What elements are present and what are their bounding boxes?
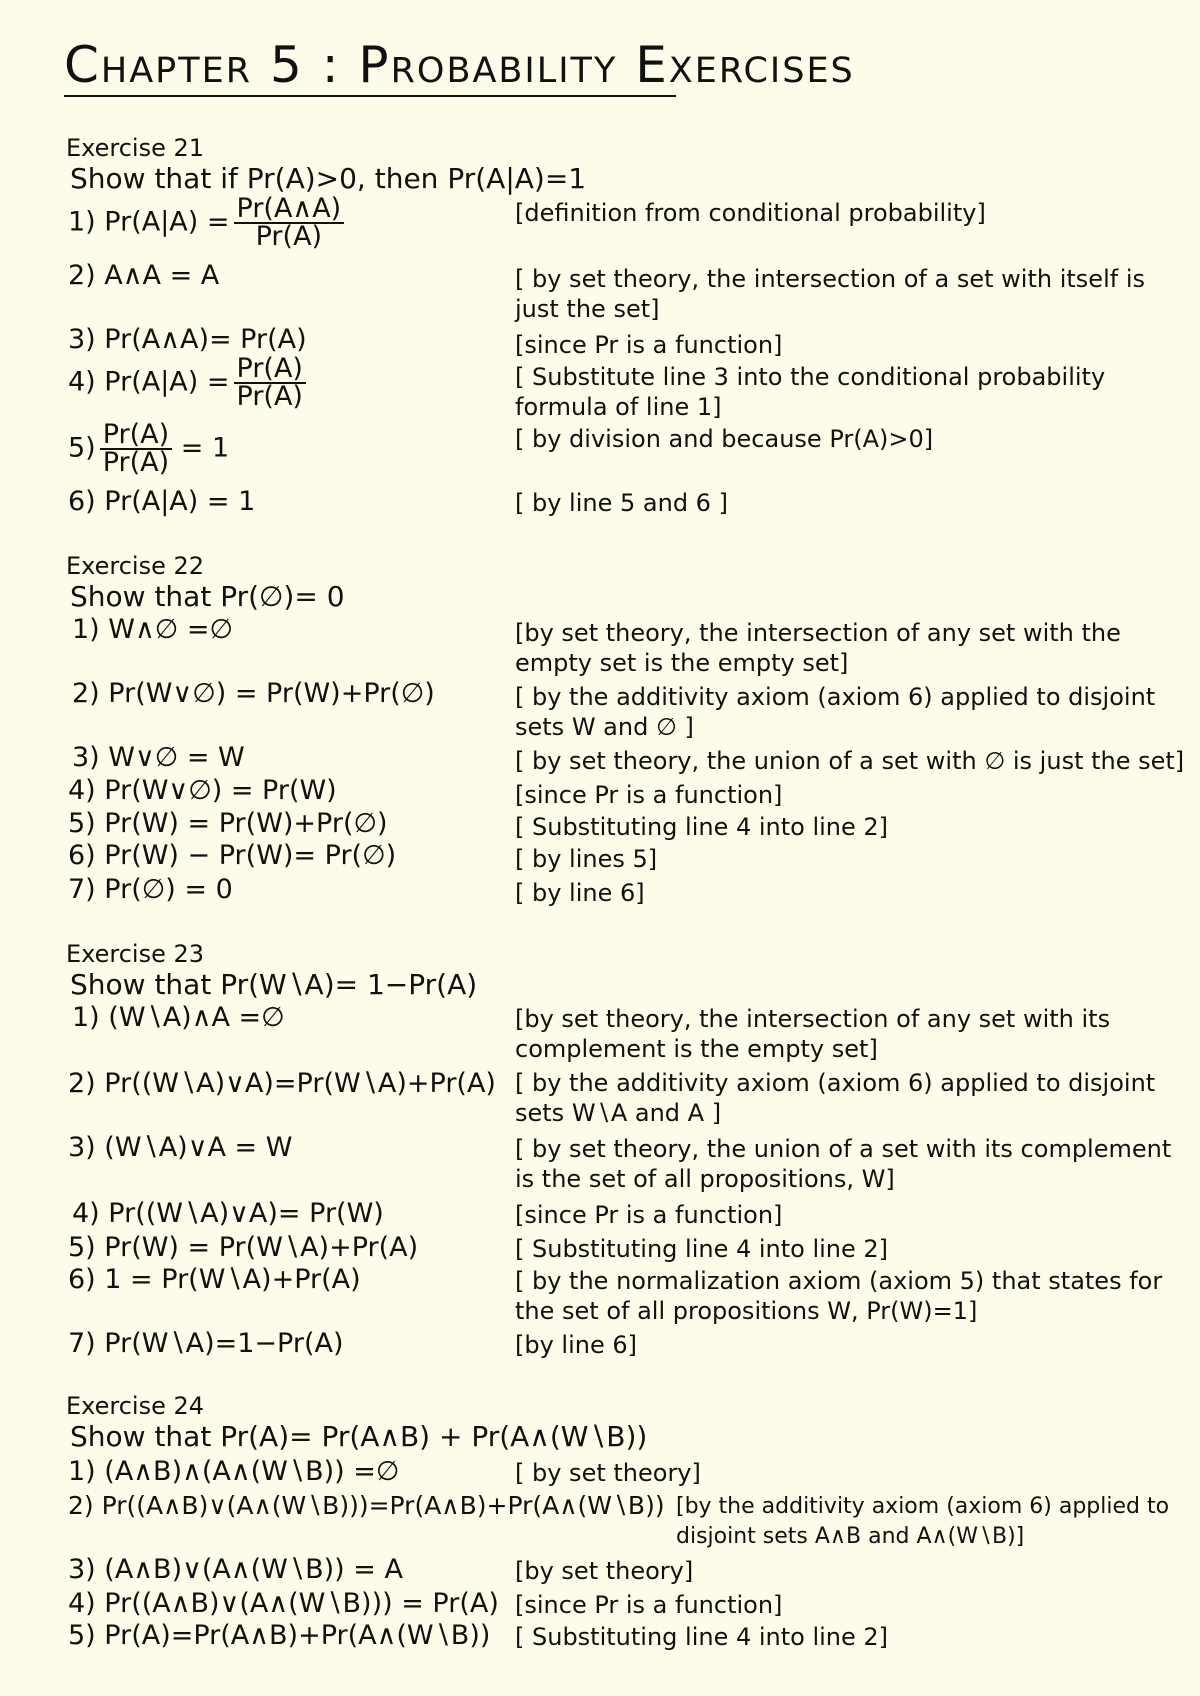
ex23-step-3: 3) (W∖A)∨A = W (68, 1132, 293, 1163)
ex22-justification-2: [ by the additivity axiom (axiom 6) applied to disjoint sets W and ∅ ] (515, 683, 1163, 741)
ex23-justification-2: [ by the additivity axiom (axiom 6) applied to disjoint sets W∖A and A ] (515, 1069, 1163, 1127)
ex21-step-1-lhs: 1) Pr(A|A) = (68, 206, 230, 238)
ex23-justification-5: [ Substituting line 4 into line 2] (515, 1235, 889, 1263)
exercise-21-statement: Show that if Pr(A)>0, then Pr(A|A)=1 (70, 162, 587, 195)
ex24-step-2: 2) Pr((A∧B)∨(A∧(W∖B)))=Pr(A∧B)+Pr(A∧(W∖B)) (68, 1491, 665, 1520)
ex22-step-2: 2) Pr(W∨∅) = Pr(W)+Pr(∅) (72, 678, 435, 709)
exercise-21-heading: Exercise 21 (66, 134, 205, 162)
fraction-denominator: Pr(A) (236, 381, 303, 412)
exercise-24-heading: Exercise 24 (66, 1392, 205, 1420)
ex22-step-3: 3) W∨∅ = W (72, 742, 245, 773)
exercise-23-statement: Show that Pr(W∖A)= 1−Pr(A) (70, 968, 478, 1001)
ex21-step-2: 2) A∧A = A (68, 260, 220, 291)
ex22-step-4: 4) Pr(W∨∅) = Pr(W) (68, 775, 337, 806)
ex21-step-5-rhs: = 1 (180, 432, 230, 464)
exercise-22-heading: Exercise 22 (66, 552, 205, 580)
ex21-step-1-fraction (234, 193, 345, 252)
ex22-step-1: 1) W∧∅ =∅ (72, 614, 233, 645)
ex21-step-3: 3) Pr(A∧A)= Pr(A) (68, 324, 307, 355)
ex23-step-2: 2) Pr((W∖A)∨A)=Pr(W∖A)+Pr(A) (68, 1068, 496, 1099)
ex21-step-1 (68, 193, 344, 252)
ex22-justification-7: [ by line 6] (515, 879, 645, 907)
ex21-justification-4: [ Substitute line 3 into the conditional probability formula of line 1] (515, 363, 1113, 421)
ex22-justification-3: [ by set theory, the union of a set with ∅ is just the set] (515, 747, 1185, 775)
ex24-step-3: 3) (A∧B)∨(A∧(W∖B)) = A (68, 1554, 403, 1585)
fraction-numerator: Pr(A) (100, 422, 172, 450)
ex23-justification-4: [since Pr is a function] (515, 1201, 783, 1229)
ex23-step-4: 4) Pr((W∖A)∨A)= Pr(W) (72, 1198, 384, 1229)
ex23-step-1: 1) (W∖A)∧A =∅ (72, 1002, 285, 1033)
ex21-justification-6: [ by line 5 and 6 ] (515, 489, 728, 517)
exercise-24-statement: Show that Pr(A)= Pr(A∧B) + Pr(A∧(W∖B)) (70, 1420, 648, 1453)
ex23-step-5: 5) Pr(W) = Pr(W∖A)+Pr(A) (68, 1232, 419, 1263)
ex21-justification-1: [definition from conditional probability] (515, 199, 986, 227)
ex21-step-5-fraction (100, 419, 172, 478)
ex21-step-6: 6) Pr(A|A) = 1 (68, 486, 256, 517)
ex22-step-5: 5) Pr(W) = Pr(W)+Pr(∅) (68, 808, 388, 839)
ex21-step-4 (68, 353, 306, 412)
fraction-denominator: Pr(A) (102, 447, 170, 478)
ex24-step-4: 4) Pr((A∧B)∨(A∧(W∖B))) = Pr(A) (68, 1588, 499, 1619)
ex24-step-5: 5) Pr(A)=Pr(A∧B)+Pr(A∧(W∖B)) (68, 1620, 491, 1651)
ex24-step-1: 1) (A∧B)∧(A∧(W∖B)) =∅ (68, 1456, 400, 1487)
ex22-step-6: 6) Pr(W) − Pr(W)= Pr(∅) (68, 840, 397, 871)
ex21-justification-5: [ by division and because Pr(A)>0] (515, 425, 934, 453)
fraction-numerator: Pr(A∧A) (234, 196, 345, 224)
ex23-justification-3: [ by set theory, the union of a set with its complement is the set of all propositions, W] (515, 1135, 1179, 1193)
ex21-step-5-lhs: 5) (68, 432, 96, 464)
ex21-step-4-fraction (234, 353, 306, 412)
fraction-numerator: Pr(A) (234, 356, 306, 384)
exercise-22-statement: Show that Pr(∅)= 0 (70, 580, 345, 613)
ex23-justification-7: [by line 6] (515, 1331, 638, 1359)
ex23-justification-6: [ by the normalization axiom (axiom 5) that states for the set of all propositions W, Pr(W)=1] (515, 1267, 1170, 1325)
ex24-justification-5: [ Substituting line 4 into line 2] (515, 1623, 889, 1651)
ex21-step-4-lhs: 4) Pr(A|A) = (68, 366, 230, 398)
ex24-justification-3: [by set theory] (515, 1557, 694, 1585)
ex22-step-7: 7) Pr(∅) = 0 (68, 874, 233, 905)
ex23-step-7: 7) Pr(W∖A)=1−Pr(A) (68, 1328, 344, 1359)
ex23-justification-1: [by set theory, the intersection of any set with its complement is the empty set] (515, 1005, 1118, 1063)
ex24-justification-1: [ by set theory] (515, 1459, 701, 1487)
ex22-justification-6: [ by lines 5] (515, 845, 658, 873)
ex21-step-5 (68, 419, 230, 478)
ex24-justification-2: [by the additivity axiom (axiom 6) applied to disjoint sets A∧B and A∧(W∖B)] (676, 1494, 1177, 1549)
ex22-justification-1: [by set theory, the intersection of any set with the empty set is the empty set] (515, 619, 1129, 677)
ex21-justification-2: [ by set theory, the intersection of a set with itself is just the set] (515, 265, 1153, 323)
ex23-step-6: 6) 1 = Pr(W∖A)+Pr(A) (68, 1264, 361, 1295)
ex24-justification-4: [since Pr is a function] (515, 1591, 783, 1619)
chapter-title: Chapter 5 : Probability Exercises (64, 36, 855, 94)
title-underline (64, 95, 676, 97)
exercise-23-heading: Exercise 23 (66, 940, 205, 968)
ex21-justification-3: [since Pr is a function] (515, 331, 783, 359)
ex22-justification-5: [ Substituting line 4 into line 2] (515, 813, 889, 841)
fraction-denominator: Pr(A) (255, 221, 323, 252)
ex22-justification-4: [since Pr is a function] (515, 781, 783, 809)
